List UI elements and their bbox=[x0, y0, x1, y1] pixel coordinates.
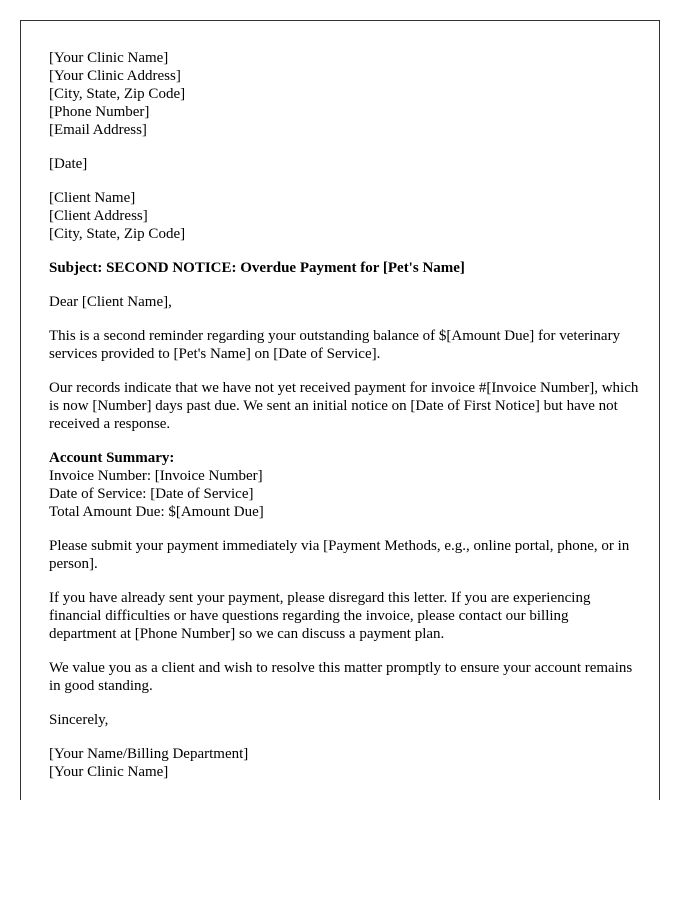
paragraph-value-client: We value you as a client and wish to resolve this matter promptly to ensure your account remains in good standing. bbox=[49, 660, 633, 694]
account-summary-date-of-service: Date of Service: [Date of Service] bbox=[49, 486, 254, 502]
account-summary-heading: Account Summary: bbox=[49, 450, 175, 466]
sender-address-block bbox=[49, 49, 639, 139]
account-summary bbox=[49, 449, 639, 521]
signature-clinic-name: [Your Clinic Name] bbox=[49, 764, 169, 780]
subject-line: Subject: SECOND NOTICE: Overdue Payment for [Pet's Name] bbox=[49, 260, 465, 276]
paragraph-disregard: If you have already sent your payment, please disregard this letter. If you are experiencing financial difficulties or have questions regarding the invoice, please contact our billing department at [Phone Number] so we can discuss a payment plan. bbox=[49, 590, 591, 642]
salutation: Dear [Client Name], bbox=[49, 294, 172, 310]
signature-name: [Your Name/Billing Department] bbox=[49, 746, 249, 762]
recipient-address-block bbox=[49, 189, 639, 243]
account-summary-invoice-number: Invoice Number: [Invoice Number] bbox=[49, 468, 263, 484]
recipient-client-address: [Client Address] bbox=[49, 208, 148, 224]
sender-clinic-name: [Your Clinic Name] bbox=[49, 50, 169, 66]
closing: Sincerely, bbox=[49, 712, 109, 728]
letter-page bbox=[20, 20, 660, 800]
sender-clinic-address: [Your Clinic Address] bbox=[49, 68, 181, 84]
paragraph-payment-methods: Please submit your payment immediately via [Payment Methods, e.g., online portal, phone, or in person]. bbox=[49, 538, 630, 572]
account-summary-total-amount: Total Amount Due: $[Amount Due] bbox=[49, 504, 264, 520]
signature-block bbox=[49, 745, 639, 781]
date-block bbox=[49, 155, 639, 173]
sender-city-state-zip: [City, State, Zip Code] bbox=[49, 86, 186, 102]
sender-phone: [Phone Number] bbox=[49, 104, 150, 120]
paragraph-records: Our records indicate that we have not yet received payment for invoice #[Invoice Number], which is now [Number] days past due. We sent an initial notice on [Date of First Notice] but have not received a response. bbox=[49, 380, 639, 432]
recipient-city-state-zip: [City, State, Zip Code] bbox=[49, 226, 186, 242]
letter-date: [Date] bbox=[49, 156, 88, 172]
paragraph-reminder: This is a second reminder regarding your outstanding balance of $[Amount Due] for veterinary services provided to [Pet's Name] on [Date of Service]. bbox=[49, 328, 621, 362]
recipient-client-name: [Client Name] bbox=[49, 190, 136, 206]
sender-email: [Email Address] bbox=[49, 122, 147, 138]
letter-content bbox=[49, 49, 639, 781]
